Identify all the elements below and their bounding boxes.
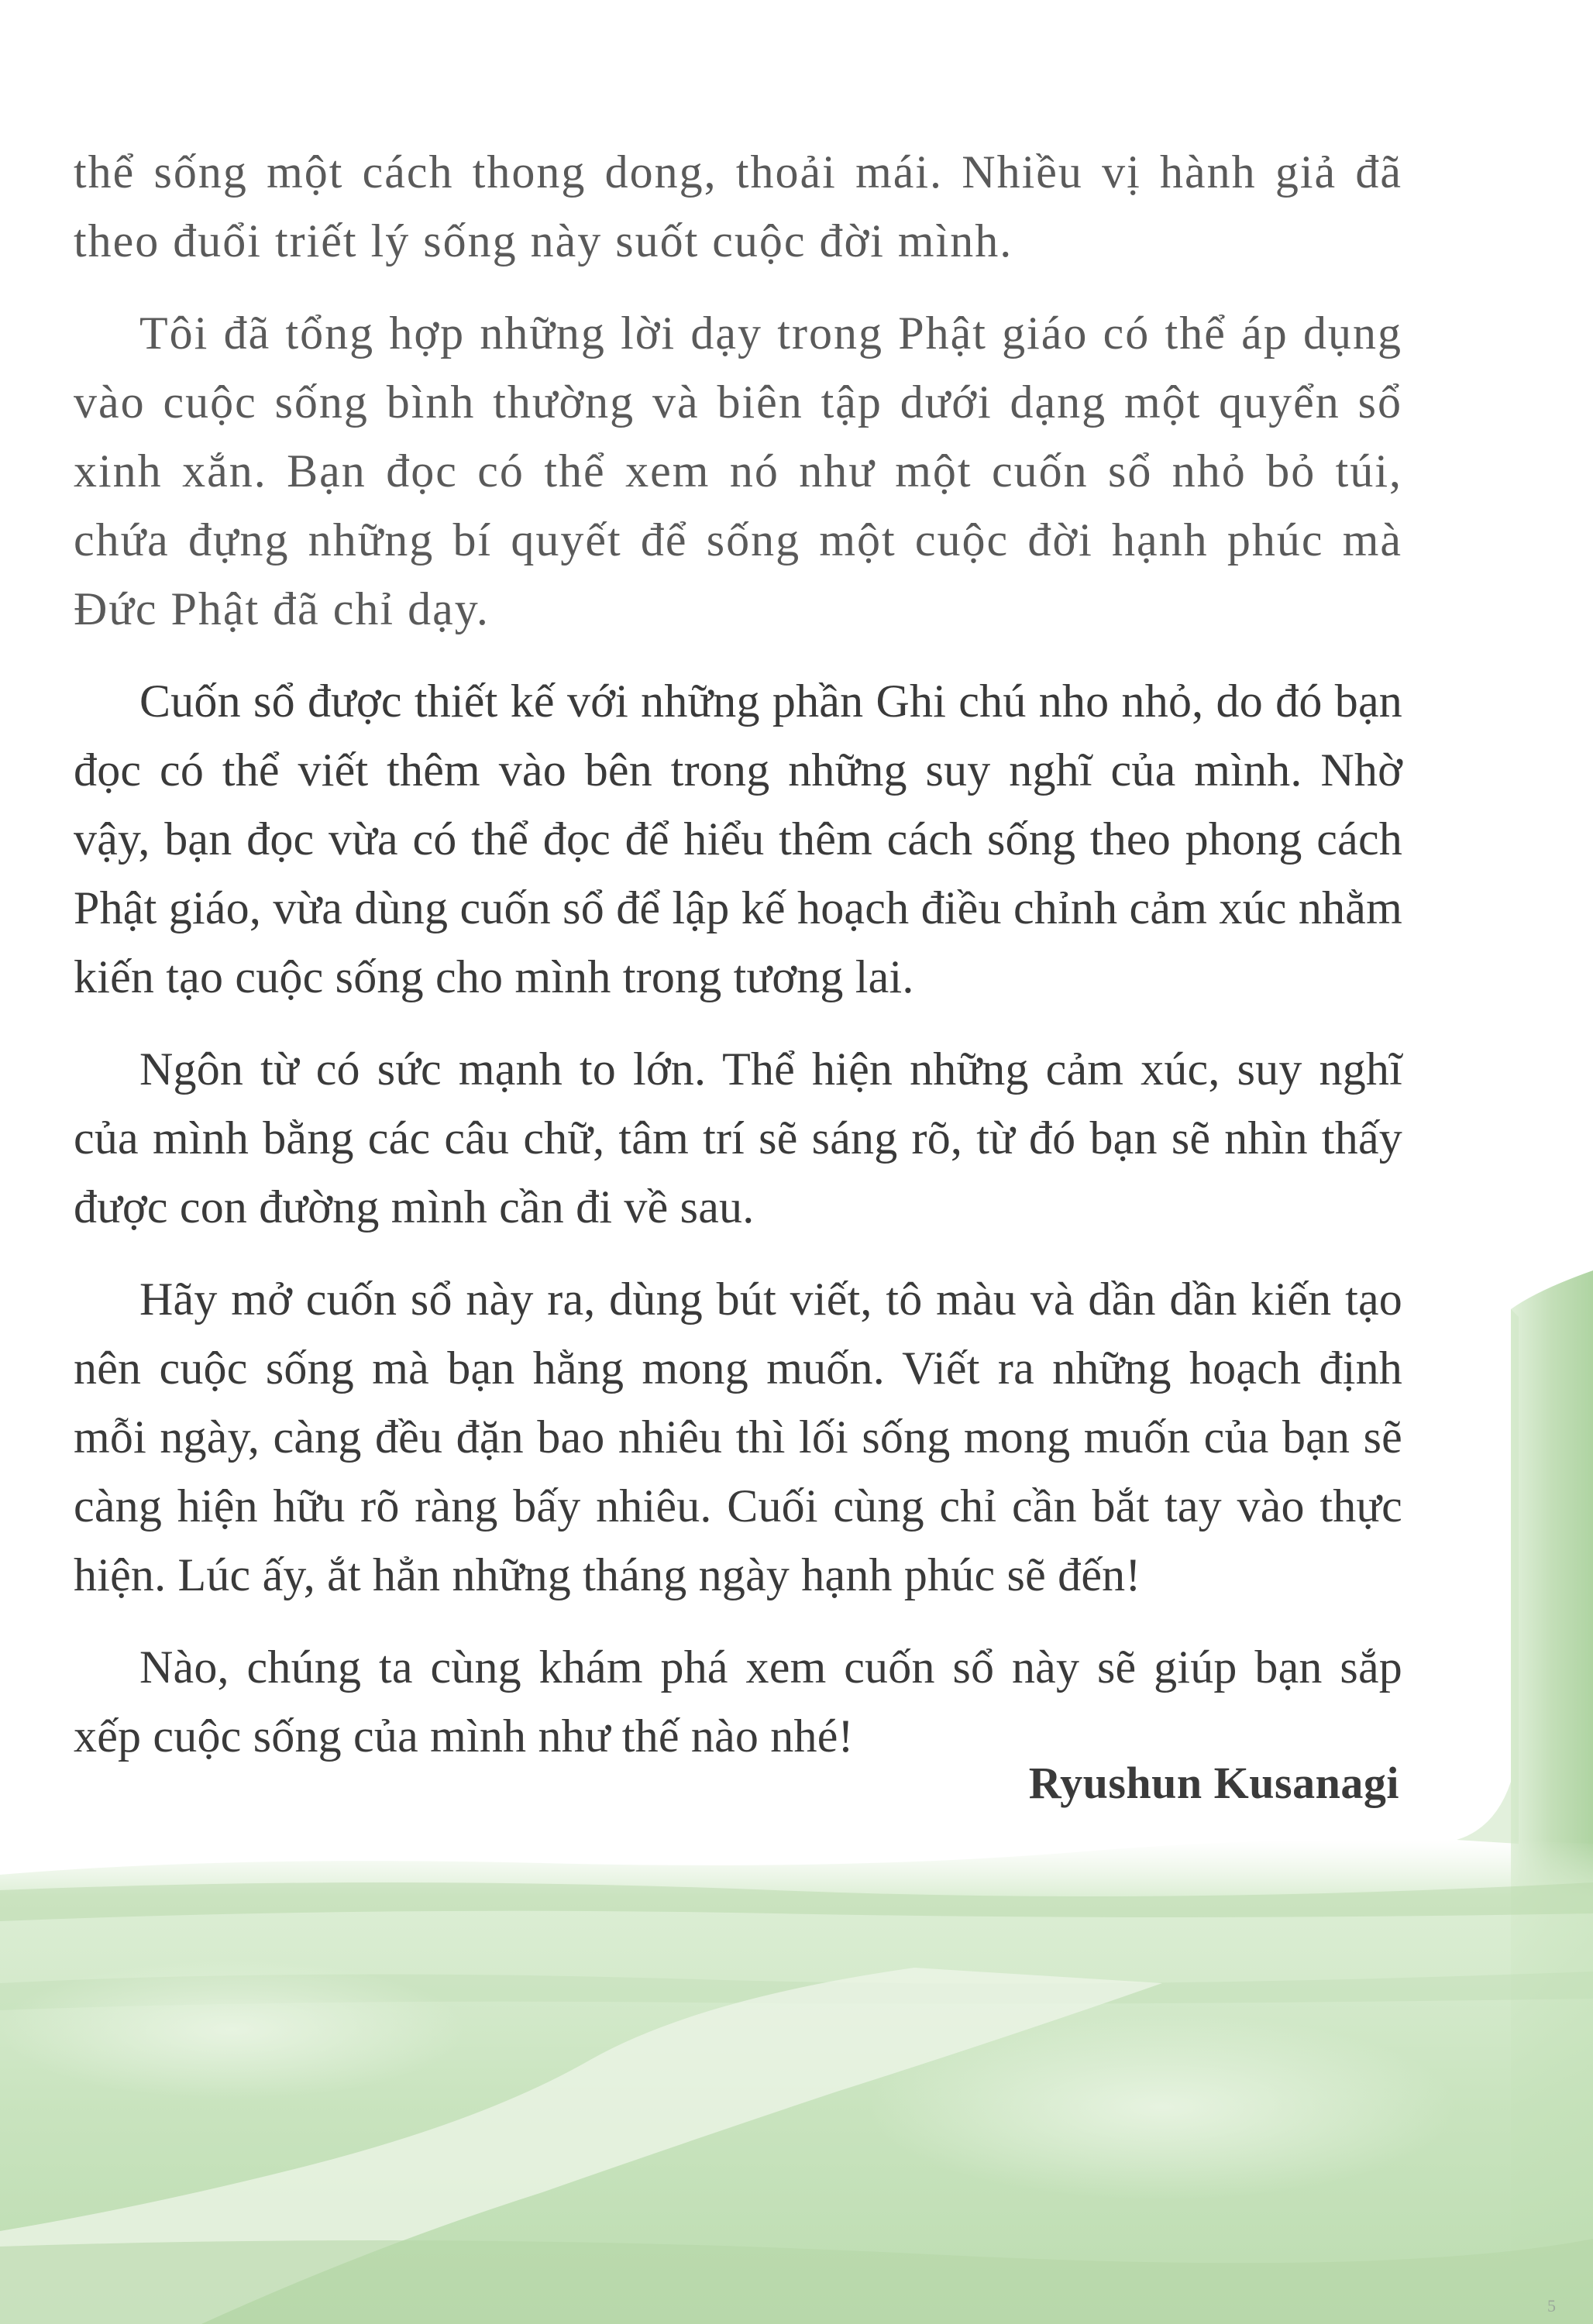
paragraph-1: thể sống một cách thong dong, thoải mái. Nhiều vị hành giả đã theo đuổi triết lý sống này suốt cuộc đời mình.: [74, 146, 1402, 266]
paragraph-3: Cuốn sổ được thiết kế với những phần Ghi chú nho nhỏ, do đó bạn đọc có thể viết thêm vào bên trong những suy nghĩ của mình. Nhờ vậy, bạn đọc vừa có thể đọc để hiểu thêm cách sống theo phong cách Phật giáo, vừa dùng cuốn sổ để lập kế hoạch điều chỉnh cảm xúc nhằm kiến tạo cuộc sống cho mình trong tương lai.: [74, 676, 1402, 1002]
body-text: [74, 138, 1402, 1794]
paragraph-2: Tôi đã tổng hợp những lời dạy trong Phật giáo có thể áp dụng vào cuộc sống bình thường và biên tập dưới dạng một quyển sổ xinh xắn. Bạn đọc có thể xem nó như một cuốn sổ nhỏ bỏ túi, chứa đựng những bí quyết để sống một cuộc đời hạnh phúc mà Đức Phật đã chỉ dạy.: [74, 308, 1402, 634]
paragraph-4: Ngôn từ có sức mạnh to lớn. Thể hiện những cảm xúc, suy nghĩ của mình bằng các câu chữ, tâm trí sẽ sáng rõ, từ đó bạn sẽ nhìn thấy được con đường mình cần đi về sau.: [74, 1043, 1402, 1232]
paragraph-5: Hãy mở cuốn sổ này ra, dùng bút viết, tô màu và dần dần kiến tạo nên cuộc sống mà bạn hằng mong muốn. Viết ra những hoạch định mỗi ngày, càng đều đặn bao nhiêu thì lối sống mong muốn của bạn sẽ càng hiện hữu rõ ràng bấy nhiêu. Cuối cùng chỉ cần bắt tay vào thực hiện. Lúc ấy, ắt hẳn những tháng ngày hạnh phúc sẽ đến!: [74, 1274, 1402, 1600]
author-signature: Ryushun Kusanagi: [1028, 1758, 1399, 1808]
page-number: 5: [1547, 2296, 1556, 2315]
paragraph-6: Nào, chúng ta cùng khám phá xem cuốn sổ này sẽ giúp bạn sắp xếp cuộc sống của mình như thế nào nhé!: [74, 1642, 1402, 1762]
